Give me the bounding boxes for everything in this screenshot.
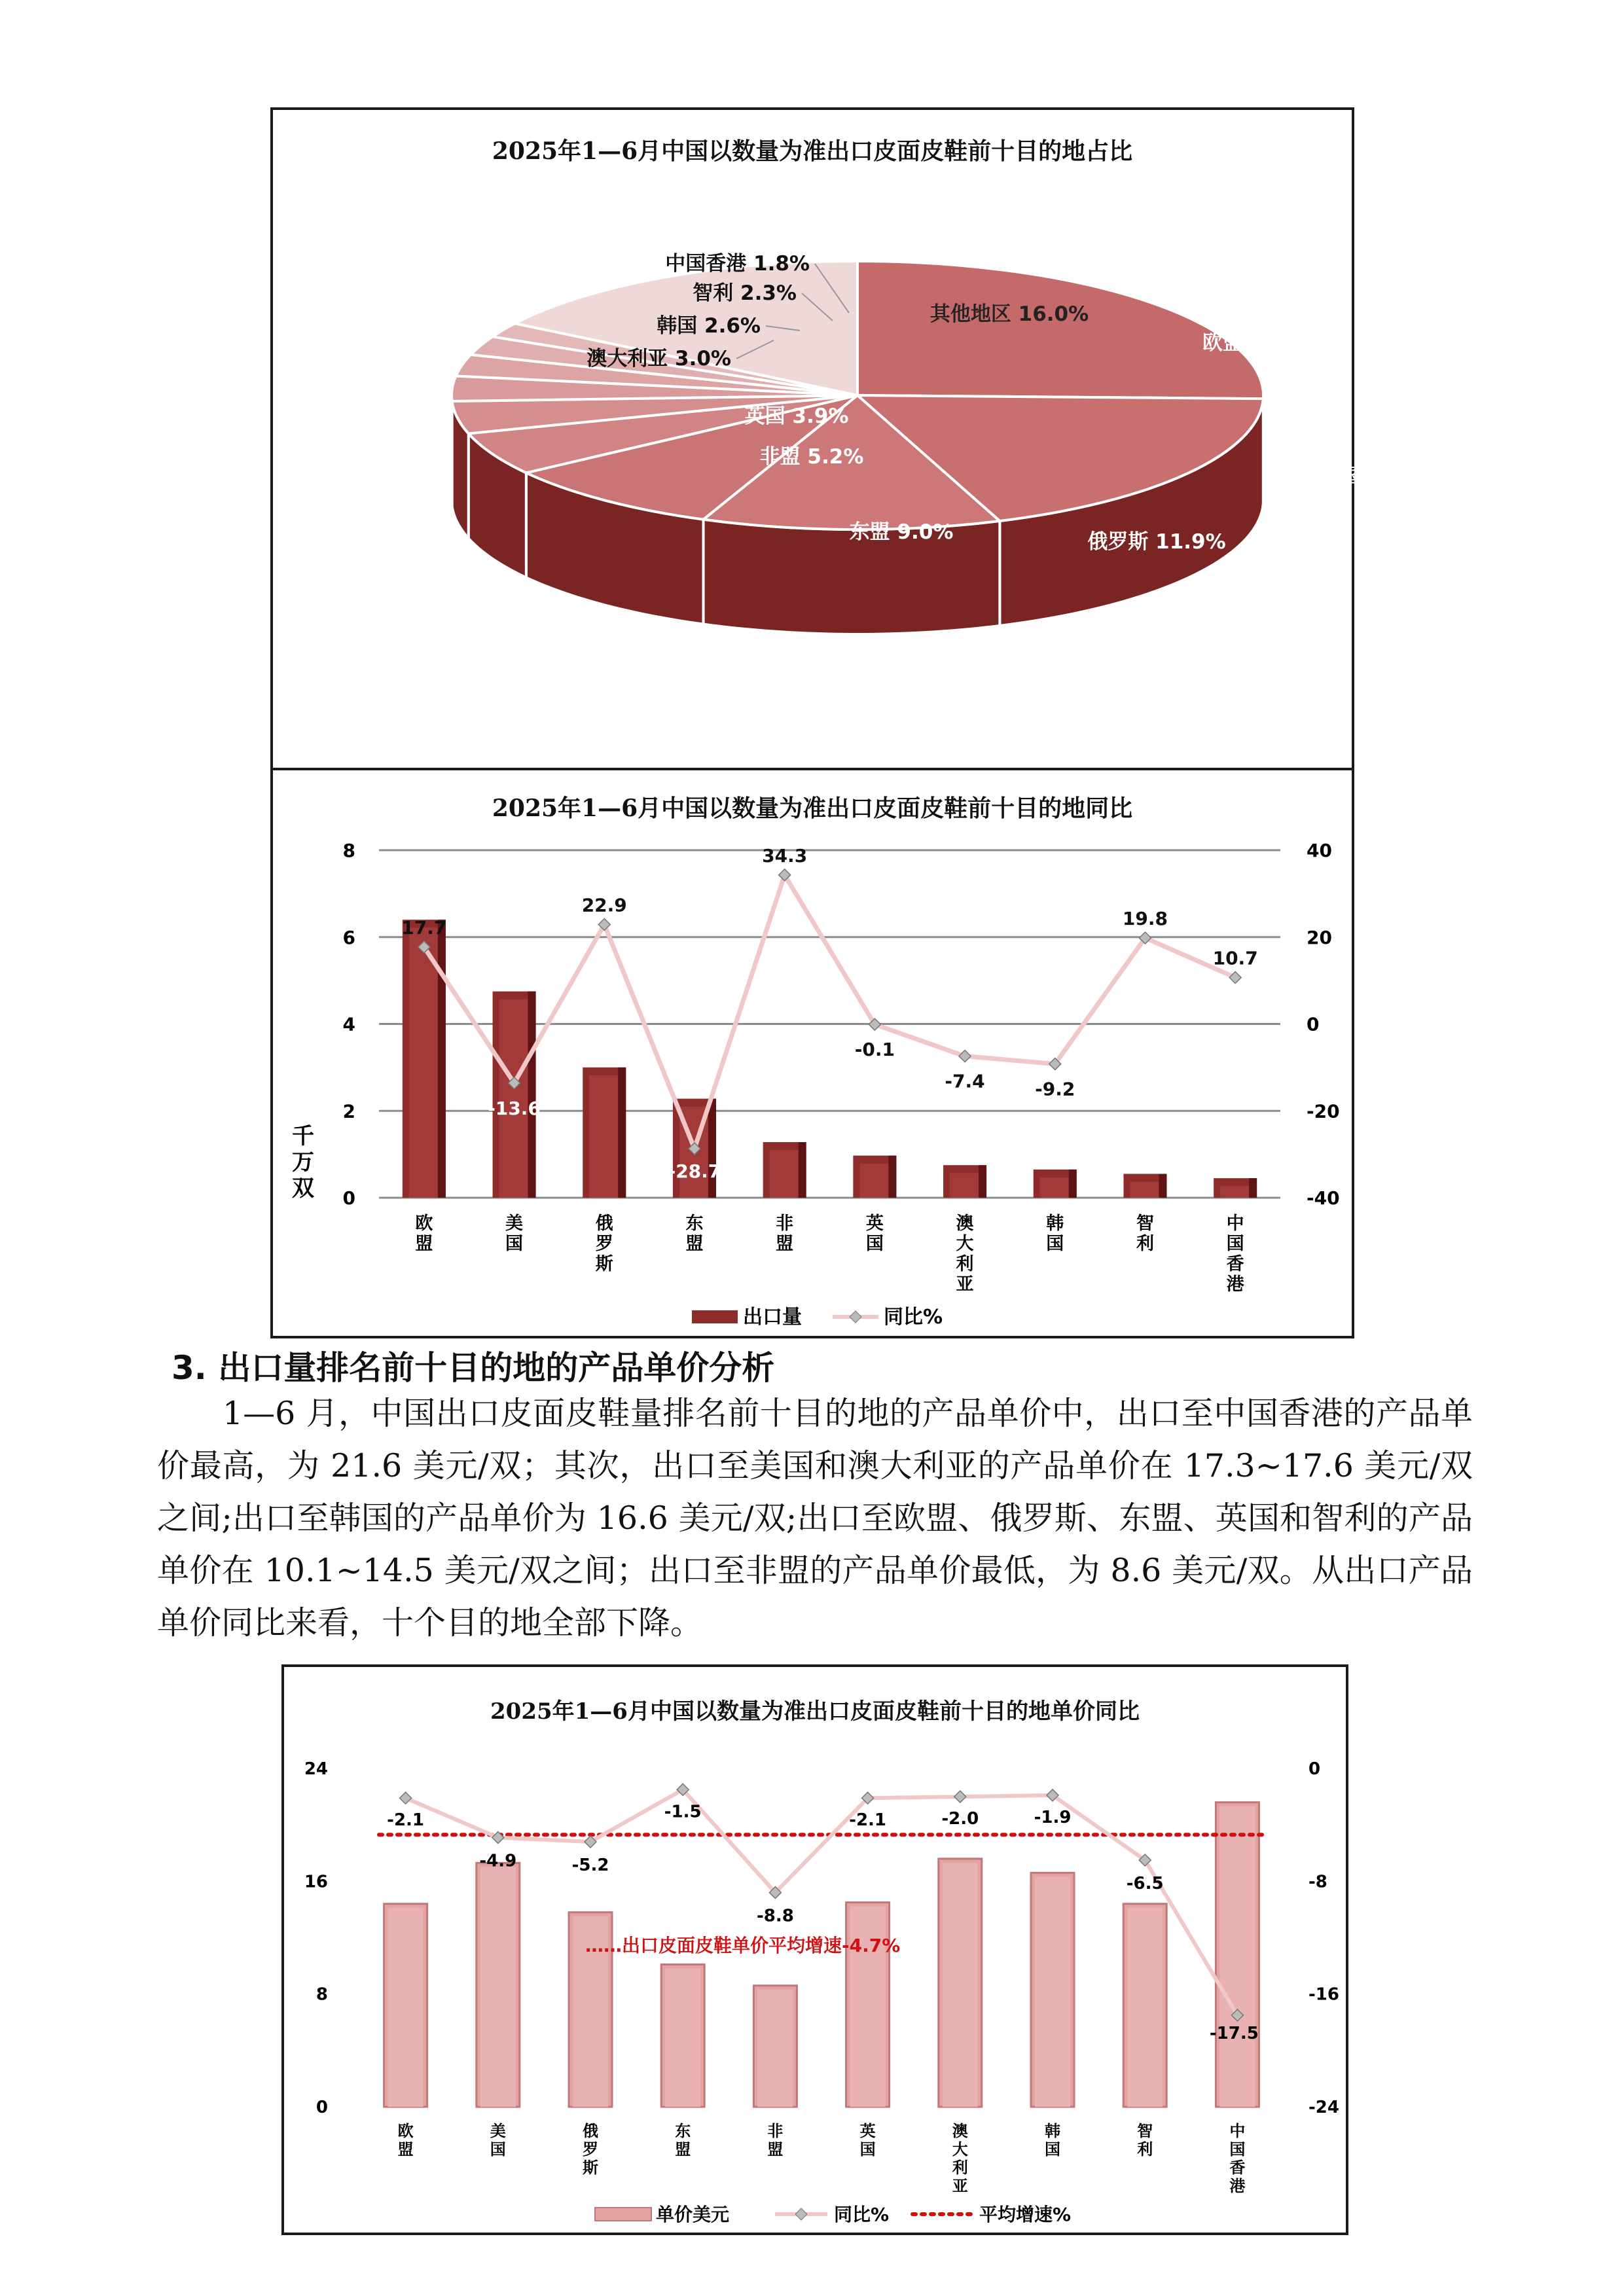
y-tick-label: 16 [304,1872,328,1892]
yoy-line [424,875,1235,1149]
bar-bevel-澳大利亚 [950,1173,980,1198]
bar-inner-非盟 [757,1990,793,2107]
x-category-label: 港 [1229,2177,1246,2195]
x-category-label: 美 [505,1213,524,1234]
bar-bevel-中国香港 [1220,1186,1250,1198]
yoy-data-label: -1.5 [664,1802,702,1822]
bar-bevel-英国 [859,1164,890,1198]
x-category-label: 亚 [956,1274,974,1295]
volume-chart [273,770,1352,1336]
x-category-label: 澳 [956,1213,974,1234]
x-category-label: 国 [490,2140,506,2159]
x-category-label: 国 [1046,1234,1064,1254]
x-category-label: 中 [1229,2122,1246,2140]
section-heading: 3. 出口量排名前十目的地的产品单价分析 [171,1349,775,1387]
y-tick-label: 0 [342,1187,355,1209]
legend-label-volume: 出口量 [743,1306,802,1329]
x-category-label: 国 [1226,1234,1244,1254]
x-category-label: 英 [859,2122,876,2140]
pie-label-欧盟: 欧盟 25.4% [1202,331,1321,355]
y-tick-label: 2 [342,1100,355,1122]
x-category-label: 智 [1137,2122,1153,2140]
x-category-label: 俄 [583,2122,598,2140]
pie-label-美国: 美国 18.9% [1320,465,1439,488]
x-category-label: 欧 [415,1213,433,1234]
paragraph-text: 1—6 月，中国出口皮面皮鞋量排名前十目的地的产品单价中，出口至中国香港的产品单价最高，为 21.6 美元/双；其次，出口至美国和澳大利亚的产品单价在 17.3~17.6 美元/双之间;出口至韩国的产品单价为 16.6 美元/双;出口至欧盟、俄罗斯、东盟、英国和智利的产品单价在 10.1~14.5 美元/双之间；出口至非盟的产品单价最低，为 8.6 美元/双。从出口产品单价同比来看，十个目的地全部下降。 [157,1395,1473,1641]
yoy-data-label: -2.1 [387,1810,425,1831]
y-axis-label: 千 [292,1123,314,1149]
x-category-label: 盟 [415,1234,433,1254]
unit-price-chart-title: 2025年1—6月中国以数量为准出口皮面皮鞋前十目的地单价同比 [490,1698,1140,1725]
yoy-data-label: -17.5 [1209,2023,1259,2043]
yoy-line [406,1789,1238,2015]
x-category-label: 利 [952,2159,968,2177]
yoy-data-label: 22.9 [581,894,627,916]
y2-tick-label: -40 [1307,1187,1340,1209]
volume-chart-panel [270,768,1354,1338]
x-category-label: 澳 [952,2122,968,2140]
x-category-label: 利 [956,1254,974,1274]
yoy-data-label: -2.1 [849,1810,887,1831]
x-category-label: 智 [1136,1213,1154,1234]
pie-label-中国香港: 中国香港 1.8% [665,252,810,276]
yoy-data-label: -6.5 [1126,1874,1164,1894]
x-category-label: 盟 [776,1234,794,1254]
x-category-label: 东 [685,1213,704,1234]
yoy-marker [959,1050,971,1062]
pie-label-澳大利亚: 澳大利亚 3.0% [586,347,731,370]
x-category-label: 中 [1226,1213,1244,1234]
bar-inner-中国香港 [1219,1806,1255,2107]
pie-label-东盟: 东盟 9.0% [849,520,954,544]
x-category-label: 大 [952,2140,968,2159]
x-category-label: 罗 [595,1234,613,1254]
y2-tick-label: -8 [1308,1872,1327,1892]
yoy-marker [400,1792,412,1804]
legend-marker-yoy [795,2208,807,2220]
bar-shadow-非盟 [799,1142,806,1198]
bar-bevel-韩国 [1040,1177,1070,1198]
legend-label-yoy: 同比% [884,1306,943,1329]
yoy-data-label: -1.9 [1034,1807,1072,1827]
bar-shadow-英国 [888,1156,896,1198]
bar-shadow-韩国 [1069,1170,1077,1198]
unit-price-chart [284,1667,1346,2233]
bar-bevel-俄罗斯 [589,1075,619,1198]
x-category-label: 罗 [583,2140,598,2159]
x-category-label: 盟 [397,2140,414,2159]
y-tick-label: 24 [304,1759,328,1779]
legend-marker-yoy [850,1311,861,1323]
x-category-label: 东 [675,2122,691,2140]
volume-chart-title: 2025年1—6月中国以数量为准出口皮面皮鞋前十目的地同比 [492,795,1133,822]
pie-label-俄罗斯: 俄罗斯 11.9% [1087,530,1226,554]
x-category-label: 大 [956,1234,974,1254]
yoy-data-label: -7.4 [945,1070,985,1092]
x-category-label: 非 [767,2122,784,2140]
yoy-data-label: -2.0 [941,1809,979,1829]
bar-shadow-欧盟 [438,920,446,1198]
legend-label-price: 单价美元 [656,2204,730,2225]
pie-slice-欧盟 [857,261,1263,399]
pie-label-英国: 英国 3.9% [744,404,849,428]
bar-shadow-美国 [528,992,536,1198]
x-category-label: 亚 [952,2177,968,2195]
x-category-label: 美 [490,2122,506,2140]
legend-label-average: 平均增速% [979,2204,1072,2225]
x-category-label: 国 [1045,2140,1060,2159]
pie-label-其他地区: 其他地区 16.0% [929,302,1089,326]
bar-bevel-智利 [1130,1181,1160,1198]
x-category-label: 欧 [397,2122,414,2140]
y-tick-label: 0 [316,2098,328,2117]
bar-shadow-俄罗斯 [618,1067,626,1198]
x-category-label: 港 [1226,1274,1244,1295]
bar-inner-东盟 [665,1968,700,2107]
bar-bevel-欧盟 [409,927,439,1198]
yoy-data-label: -28.7 [668,1160,721,1182]
pie-label-韩国: 韩国 2.6% [657,314,761,338]
legend-swatch-price [595,2208,651,2221]
y2-tick-label: 0 [1307,1013,1320,1035]
x-category-label: 香 [1226,1254,1244,1274]
x-category-label: 韩 [1046,1213,1064,1234]
x-category-label: 盟 [767,2140,784,2159]
pie-label-智利: 智利 2.3% [693,281,797,305]
x-category-label: 斯 [595,1254,613,1274]
y2-tick-label: 0 [1308,1759,1321,1779]
yoy-data-label: -4.9 [479,1851,517,1871]
x-category-label: 利 [1136,1234,1154,1254]
bar-shadow-中国香港 [1249,1178,1257,1198]
bar-inner-美国 [480,1867,516,2107]
bar-shadow-智利 [1159,1174,1166,1198]
yoy-data-label: -9.2 [1035,1078,1075,1100]
x-category-label: 俄 [595,1213,613,1234]
pie-chart-panel [270,107,1439,770]
y2-tick-label: 20 [1307,926,1332,948]
y2-tick-label: -20 [1307,1100,1340,1122]
yoy-data-label: -8.8 [756,1906,794,1926]
x-category-label: 国 [505,1234,524,1254]
yoy-data-label: 34.3 [762,844,808,867]
y-tick-label: 8 [342,840,355,861]
bar-inner-澳大利亚 [943,1863,978,2107]
bar-inner-欧盟 [388,1908,424,2107]
yoy-data-label: -5.2 [571,1856,609,1876]
x-category-label: 国 [859,2140,876,2159]
y2-tick-label: -16 [1308,1984,1339,2005]
yoy-data-label: 10.7 [1212,947,1258,969]
yoy-data-label: 17.7 [401,917,447,939]
bar-inner-智利 [1127,1908,1163,2107]
pie-chart-title: 2025年1—6月中国以数量为准出口皮面皮鞋前十目的地占比 [492,137,1133,165]
y2-tick-label: -24 [1308,2098,1339,2117]
pie-label-非盟: 非盟 5.2% [759,445,864,469]
y-tick-label: 8 [316,1984,328,2005]
yoy-marker [954,1791,966,1803]
y2-tick-label: 40 [1307,840,1332,861]
y-axis-label: 双 [292,1175,314,1202]
unit-price-chart-panel [281,1664,1348,2235]
x-category-label: 非 [776,1213,794,1234]
x-category-label: 韩 [1045,2122,1060,2140]
pie-chart [273,110,1439,768]
section-paragraph [157,1388,1473,1649]
yoy-data-label: -13.6 [488,1097,541,1119]
bar-shadow-澳大利亚 [979,1165,986,1198]
yoy-data-label: -0.1 [854,1039,895,1061]
x-category-label: 盟 [685,1234,704,1254]
average-annotation: ……出口皮面皮鞋单价平均增速-4.7% [585,1935,901,1956]
bar-inner-韩国 [1035,1876,1070,2107]
x-category-label: 盟 [675,2140,691,2159]
y-axis-label: 万 [292,1149,314,1175]
x-category-label: 斯 [583,2159,598,2177]
yoy-data-label: 19.8 [1122,908,1168,930]
bar-shadow-东盟 [708,1099,716,1198]
y-tick-label: 4 [342,1013,355,1035]
x-category-label: 国 [1229,2140,1246,2159]
x-category-label: 国 [865,1234,884,1254]
bar-bevel-非盟 [770,1150,800,1198]
legend-label-yoy: 同比% [834,2204,890,2225]
x-category-label: 英 [865,1213,884,1234]
legend-swatch-volume [692,1310,738,1323]
y-tick-label: 6 [342,926,355,948]
x-category-label: 香 [1229,2159,1246,2177]
x-category-label: 利 [1137,2140,1153,2159]
